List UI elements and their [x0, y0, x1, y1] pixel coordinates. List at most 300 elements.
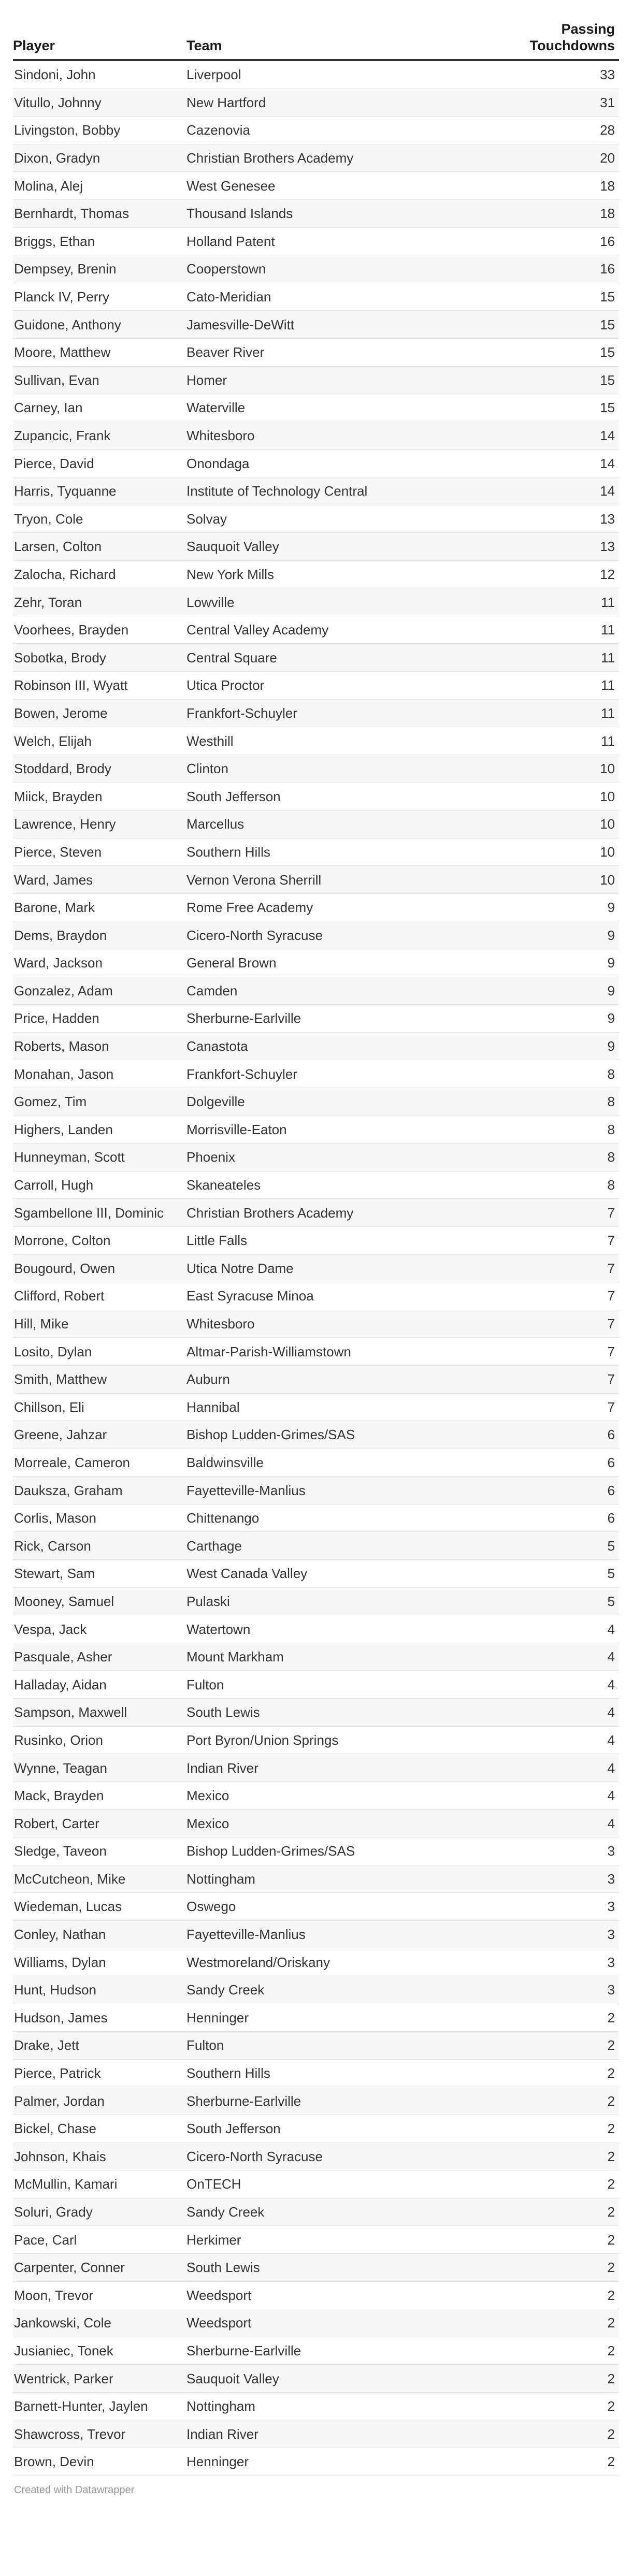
cell-player: Moon, Trevor [13, 2281, 186, 2309]
table-row [13, 1865, 619, 1893]
table-row [13, 505, 619, 533]
cell-player: Tryon, Cole [13, 505, 186, 533]
cell-player: Zehr, Toran [13, 588, 186, 616]
cell-passing-touchdowns: 18 [492, 199, 619, 227]
cell-team: Onondaga [186, 450, 492, 477]
table-row [13, 1032, 619, 1060]
table-row [13, 977, 619, 1005]
cell-team: West Genesee [186, 172, 492, 200]
table-row [13, 1393, 619, 1421]
cell-passing-touchdowns: 10 [492, 755, 619, 783]
cell-player: Rick, Carson [13, 1532, 186, 1560]
cell-player: Barone, Mark [13, 893, 186, 921]
cell-player: Palmer, Jordan [13, 2087, 186, 2115]
cell-player: Zalocha, Richard [13, 560, 186, 588]
cell-player: Monahan, Jason [13, 1060, 186, 1088]
cell-player: Robinson III, Wyatt [13, 672, 186, 700]
table-row [13, 2059, 619, 2087]
cell-player: Hunneyman, Scott [13, 1144, 186, 1171]
table-row [13, 255, 619, 283]
cell-passing-touchdowns: 2 [492, 2198, 619, 2226]
table-header [13, 0, 619, 60]
cell-passing-touchdowns: 2 [492, 2365, 619, 2393]
cell-passing-touchdowns: 3 [492, 1837, 619, 1865]
table-row [13, 1226, 619, 1254]
cell-passing-touchdowns: 8 [492, 1060, 619, 1088]
cell-team: Port Byron/Union Springs [186, 1726, 492, 1754]
table-row [13, 1671, 619, 1699]
table-row [13, 1310, 619, 1338]
table-row [13, 783, 619, 811]
cell-team: Lowville [186, 588, 492, 616]
cell-team: Carthage [186, 1532, 492, 1560]
cell-passing-touchdowns: 4 [492, 1726, 619, 1754]
table-row [13, 311, 619, 339]
table-row [13, 172, 619, 200]
table-row [13, 1477, 619, 1504]
cell-team: Pulaski [186, 1587, 492, 1615]
cell-player: Hudson, James [13, 2004, 186, 2032]
table-row [13, 1282, 619, 1310]
table-row [13, 283, 619, 311]
cell-team: Watertown [186, 1615, 492, 1643]
table-row [13, 1726, 619, 1754]
cell-passing-touchdowns: 15 [492, 394, 619, 422]
cell-player: Wynne, Teagan [13, 1754, 186, 1782]
table-row [13, 1587, 619, 1615]
cell-team: Whitesboro [186, 422, 492, 450]
cell-passing-touchdowns: 5 [492, 1532, 619, 1560]
cell-player: Robert, Carter [13, 1810, 186, 1837]
cell-player: Morrone, Colton [13, 1226, 186, 1254]
cell-team: Central Square [186, 644, 492, 672]
column-header-td-line1: Passing [561, 21, 615, 37]
cell-team: Waterville [186, 394, 492, 422]
cell-player: Hill, Mike [13, 1310, 186, 1338]
cell-passing-touchdowns: 13 [492, 505, 619, 533]
cell-team: Sherburne-Earlville [186, 2337, 492, 2365]
cell-passing-touchdowns: 8 [492, 1116, 619, 1144]
cell-player: Welch, Elijah [13, 727, 186, 755]
cell-team: Sandy Creek [186, 1976, 492, 2004]
table-row [13, 1005, 619, 1033]
table-row [13, 2170, 619, 2198]
cell-passing-touchdowns: 3 [492, 1920, 619, 1948]
cell-passing-touchdowns: 2 [492, 2115, 619, 2143]
cell-team: Nottingham [186, 2392, 492, 2420]
cell-player: Bickel, Chase [13, 2115, 186, 2143]
cell-player: Ward, James [13, 866, 186, 894]
cell-passing-touchdowns: 9 [492, 921, 619, 949]
table-row [13, 60, 619, 89]
cell-player: Briggs, Ethan [13, 227, 186, 255]
cell-team: South Lewis [186, 1699, 492, 1727]
cell-passing-touchdowns: 6 [492, 1421, 619, 1449]
table-row [13, 921, 619, 949]
cell-passing-touchdowns: 2 [492, 2032, 619, 2060]
cell-passing-touchdowns: 13 [492, 533, 619, 561]
table-row [13, 588, 619, 616]
cell-player: Losito, Dylan [13, 1338, 186, 1366]
table-row [13, 838, 619, 866]
cell-team: Utica Notre Dame [186, 1254, 492, 1282]
cell-team: Frankfort-Schuyler [186, 1060, 492, 1088]
table-row [13, 2143, 619, 2170]
cell-passing-touchdowns: 12 [492, 560, 619, 588]
table-row [13, 2337, 619, 2365]
table-row [13, 477, 619, 505]
cell-passing-touchdowns: 9 [492, 977, 619, 1005]
cell-team: Cicero-North Syracuse [186, 2143, 492, 2170]
cell-team: Southern Hills [186, 838, 492, 866]
cell-player: Wentrick, Parker [13, 2365, 186, 2393]
cell-passing-touchdowns: 3 [492, 1976, 619, 2004]
cell-passing-touchdowns: 15 [492, 366, 619, 394]
cell-team: Westhill [186, 727, 492, 755]
cell-passing-touchdowns: 2 [492, 2087, 619, 2115]
cell-passing-touchdowns: 4 [492, 1615, 619, 1643]
table-row [13, 1116, 619, 1144]
table-row [13, 755, 619, 783]
cell-passing-touchdowns: 16 [492, 227, 619, 255]
cell-passing-touchdowns: 20 [492, 144, 619, 172]
cell-passing-touchdowns: 9 [492, 1005, 619, 1033]
table-row [13, 1532, 619, 1560]
cell-passing-touchdowns: 9 [492, 1032, 619, 1060]
cell-player: Carpenter, Conner [13, 2253, 186, 2281]
cell-team: Liverpool [186, 60, 492, 89]
cell-player: Sullivan, Evan [13, 366, 186, 394]
cell-team: Central Valley Academy [186, 616, 492, 644]
cell-player: Zupancic, Frank [13, 422, 186, 450]
table-row [13, 1782, 619, 1810]
cell-team: Fayetteville-Manlius [186, 1477, 492, 1504]
cell-player: Bernhardt, Thomas [13, 199, 186, 227]
cell-passing-touchdowns: 14 [492, 450, 619, 477]
cell-player: Sgambellone III, Dominic [13, 1199, 186, 1227]
cell-player: Jankowski, Cole [13, 2309, 186, 2337]
cell-player: Brown, Devin [13, 2448, 186, 2476]
cell-passing-touchdowns: 7 [492, 1199, 619, 1227]
table-row [13, 2309, 619, 2337]
cell-player: Jusianiec, Tonek [13, 2337, 186, 2365]
cell-team: Bishop Ludden-Grimes/SAS [186, 1421, 492, 1449]
cell-passing-touchdowns: 11 [492, 699, 619, 727]
cell-passing-touchdowns: 3 [492, 1865, 619, 1893]
cell-passing-touchdowns: 18 [492, 172, 619, 200]
cell-player: Barnett-Hunter, Jaylen [13, 2392, 186, 2420]
cell-team: Herkimer [186, 2226, 492, 2254]
cell-team: Christian Brothers Academy [186, 144, 492, 172]
cell-player: Drake, Jett [13, 2032, 186, 2060]
cell-team: Mount Markham [186, 1643, 492, 1671]
cell-passing-touchdowns: 15 [492, 311, 619, 339]
passing-touchdowns-table [13, 0, 619, 2476]
cell-player: Sindoni, John [13, 60, 186, 89]
table-row [13, 2198, 619, 2226]
cell-team: OnTECH [186, 2170, 492, 2198]
cell-player: McMullin, Kamari [13, 2170, 186, 2198]
cell-player: Dempsey, Brenin [13, 255, 186, 283]
table-row [13, 1171, 619, 1199]
table-row [13, 2004, 619, 2032]
cell-passing-touchdowns: 11 [492, 588, 619, 616]
cell-player: Pasquale, Asher [13, 1643, 186, 1671]
column-header-team[interactable]: Team [186, 0, 492, 60]
cell-passing-touchdowns: 2 [492, 2309, 619, 2337]
cell-team: Vernon Verona Sherrill [186, 866, 492, 894]
cell-player: Rusinko, Orion [13, 1726, 186, 1754]
cell-team: Bishop Ludden-Grimes/SAS [186, 1837, 492, 1865]
cell-passing-touchdowns: 6 [492, 1504, 619, 1532]
cell-passing-touchdowns: 2 [492, 2448, 619, 2476]
cell-team: West Canada Valley [186, 1560, 492, 1588]
cell-player: Dauksza, Graham [13, 1477, 186, 1504]
table-row [13, 2226, 619, 2254]
cell-team: Cazenovia [186, 117, 492, 144]
cell-passing-touchdowns: 7 [492, 1282, 619, 1310]
table-row [13, 2392, 619, 2420]
cell-passing-touchdowns: 10 [492, 811, 619, 838]
cell-player: Morreale, Cameron [13, 1449, 186, 1477]
cell-team: Sandy Creek [186, 2198, 492, 2226]
table-row [13, 1504, 619, 1532]
cell-team: Marcellus [186, 811, 492, 838]
column-header-player[interactable]: Player [13, 0, 186, 60]
cell-team: Fayetteville-Manlius [186, 1920, 492, 1948]
cell-passing-touchdowns: 9 [492, 949, 619, 977]
cell-team: Cooperstown [186, 255, 492, 283]
cell-player: Gomez, Tim [13, 1088, 186, 1116]
cell-team: Skaneateles [186, 1171, 492, 1199]
cell-player: Vitullo, Johnny [13, 89, 186, 117]
table-row [13, 1810, 619, 1837]
cell-team: Fulton [186, 1671, 492, 1699]
table-row [13, 949, 619, 977]
cell-passing-touchdowns: 5 [492, 1560, 619, 1588]
cell-passing-touchdowns: 9 [492, 893, 619, 921]
table-row [13, 1754, 619, 1782]
cell-passing-touchdowns: 2 [492, 2226, 619, 2254]
cell-passing-touchdowns: 3 [492, 1893, 619, 1921]
table-row [13, 2420, 619, 2448]
cell-player: Mooney, Samuel [13, 1587, 186, 1615]
cell-team: Camden [186, 977, 492, 1005]
cell-team: Cato-Meridian [186, 283, 492, 311]
cell-team: Sauquoit Valley [186, 2365, 492, 2393]
cell-passing-touchdowns: 7 [492, 1338, 619, 1366]
table-row [13, 1338, 619, 1366]
cell-passing-touchdowns: 28 [492, 117, 619, 144]
table-row [13, 560, 619, 588]
table-row [13, 1920, 619, 1948]
cell-passing-touchdowns: 2 [492, 2170, 619, 2198]
cell-passing-touchdowns: 10 [492, 838, 619, 866]
table-row [13, 1643, 619, 1671]
table-row [13, 2281, 619, 2309]
cell-player: Greene, Jahzar [13, 1421, 186, 1449]
cell-team: Rome Free Academy [186, 893, 492, 921]
cell-player: Larsen, Colton [13, 533, 186, 561]
table-row [13, 644, 619, 672]
table-row [13, 2087, 619, 2115]
cell-team: Holland Patent [186, 227, 492, 255]
footer-credit: Created with Datawrapper [14, 2484, 135, 2496]
cell-team: Indian River [186, 2420, 492, 2448]
cell-passing-touchdowns: 5 [492, 1587, 619, 1615]
table-row [13, 1421, 619, 1449]
table-row [13, 811, 619, 838]
cell-player: Corlis, Mason [13, 1504, 186, 1532]
cell-player: Gonzalez, Adam [13, 977, 186, 1005]
cell-team: New Hartford [186, 89, 492, 117]
cell-passing-touchdowns: 3 [492, 1948, 619, 1976]
table-row [13, 893, 619, 921]
cell-player: Chillson, Eli [13, 1393, 186, 1421]
cell-team: Weedsport [186, 2309, 492, 2337]
cell-player: Dems, Braydon [13, 921, 186, 949]
table-row [13, 699, 619, 727]
cell-passing-touchdowns: 15 [492, 283, 619, 311]
cell-passing-touchdowns: 4 [492, 1671, 619, 1699]
table-row [13, 1893, 619, 1921]
cell-team: East Syracuse Minoa [186, 1282, 492, 1310]
table-row [13, 1199, 619, 1227]
cell-player: Smith, Matthew [13, 1365, 186, 1393]
cell-player: Conley, Nathan [13, 1920, 186, 1948]
cell-team: Henninger [186, 2004, 492, 2032]
cell-player: Pace, Carl [13, 2226, 186, 2254]
table-row [13, 1560, 619, 1588]
column-header-td-line2: Touchdowns [529, 38, 615, 53]
cell-team: Utica Proctor [186, 672, 492, 700]
cell-team: Chittenango [186, 1504, 492, 1532]
cell-passing-touchdowns: 11 [492, 644, 619, 672]
cell-team: Mexico [186, 1782, 492, 1810]
cell-passing-touchdowns: 2 [492, 2337, 619, 2365]
table-row [13, 1144, 619, 1171]
table-row [13, 1976, 619, 2004]
cell-team: Sauquoit Valley [186, 533, 492, 561]
cell-team: Fulton [186, 2032, 492, 2060]
cell-team: Oswego [186, 1893, 492, 1921]
cell-player: Sobotka, Brody [13, 644, 186, 672]
cell-passing-touchdowns: 6 [492, 1477, 619, 1504]
column-header-passing-touchdowns[interactable] [492, 0, 619, 60]
cell-team: Sherburne-Earlville [186, 2087, 492, 2115]
cell-passing-touchdowns: 10 [492, 783, 619, 811]
cell-passing-touchdowns: 6 [492, 1449, 619, 1477]
cell-player: Pierce, Steven [13, 838, 186, 866]
cell-team: Beaver River [186, 338, 492, 366]
cell-player: Clifford, Robert [13, 1282, 186, 1310]
cell-player: Williams, Dylan [13, 1948, 186, 1976]
cell-team: Dolgeville [186, 1088, 492, 1116]
cell-passing-touchdowns: 31 [492, 89, 619, 117]
cell-team: Indian River [186, 1754, 492, 1782]
cell-passing-touchdowns: 16 [492, 255, 619, 283]
cell-passing-touchdowns: 2 [492, 2281, 619, 2309]
cell-team: Weedsport [186, 2281, 492, 2309]
cell-player: Bowen, Jerome [13, 699, 186, 727]
cell-team: Cicero-North Syracuse [186, 921, 492, 949]
table-row [13, 2115, 619, 2143]
cell-passing-touchdowns: 11 [492, 672, 619, 700]
cell-passing-touchdowns: 7 [492, 1226, 619, 1254]
cell-player: Sampson, Maxwell [13, 1699, 186, 1727]
cell-passing-touchdowns: 7 [492, 1310, 619, 1338]
cell-player: Harris, Tyquanne [13, 477, 186, 505]
cell-team: South Lewis [186, 2253, 492, 2281]
table-row [13, 2448, 619, 2476]
table-row [13, 1365, 619, 1393]
cell-player: Highers, Landen [13, 1116, 186, 1144]
cell-team: Thousand Islands [186, 199, 492, 227]
cell-player: Guidone, Anthony [13, 311, 186, 339]
cell-team: Nottingham [186, 1865, 492, 1893]
cell-player: Miick, Brayden [13, 783, 186, 811]
table-row [13, 727, 619, 755]
cell-team: Christian Brothers Academy [186, 1199, 492, 1227]
cell-player: Hunt, Hudson [13, 1976, 186, 2004]
cell-team: Little Falls [186, 1226, 492, 1254]
table-row [13, 1449, 619, 1477]
table-row [13, 616, 619, 644]
cell-player: Shawcross, Trevor [13, 2420, 186, 2448]
cell-passing-touchdowns: 10 [492, 866, 619, 894]
cell-player: Carney, Ian [13, 394, 186, 422]
cell-passing-touchdowns: 8 [492, 1171, 619, 1199]
cell-player: Price, Hadden [13, 1005, 186, 1033]
table-row [13, 1088, 619, 1116]
cell-team: Altmar-Parish-Williamstown [186, 1338, 492, 1366]
cell-player: Sledge, Taveon [13, 1837, 186, 1865]
cell-passing-touchdowns: 4 [492, 1782, 619, 1810]
cell-player: Vespa, Jack [13, 1615, 186, 1643]
cell-player: Roberts, Mason [13, 1032, 186, 1060]
table-row [13, 1699, 619, 1727]
cell-team: Whitesboro [186, 1310, 492, 1338]
table-row [13, 672, 619, 700]
cell-team: Henninger [186, 2448, 492, 2476]
cell-team: Homer [186, 366, 492, 394]
cell-team: Auburn [186, 1365, 492, 1393]
cell-passing-touchdowns: 14 [492, 477, 619, 505]
cell-passing-touchdowns: 33 [492, 60, 619, 89]
table-row [13, 89, 619, 117]
cell-player: Halladay, Aidan [13, 1671, 186, 1699]
table-row [13, 1948, 619, 1976]
cell-player: Wiedeman, Lucas [13, 1893, 186, 1921]
cell-player: Livingston, Bobby [13, 117, 186, 144]
table-row [13, 366, 619, 394]
table-row [13, 1615, 619, 1643]
cell-passing-touchdowns: 2 [492, 2253, 619, 2281]
cell-player: Lawrence, Henry [13, 811, 186, 838]
table-row [13, 144, 619, 172]
cell-player: Pierce, Patrick [13, 2059, 186, 2087]
cell-team: General Brown [186, 949, 492, 977]
cell-passing-touchdowns: 4 [492, 1699, 619, 1727]
cell-passing-touchdowns: 4 [492, 1754, 619, 1782]
cell-team: Westmoreland/Oriskany [186, 1948, 492, 1976]
cell-team: Sherburne-Earlville [186, 1005, 492, 1033]
cell-passing-touchdowns: 7 [492, 1254, 619, 1282]
cell-player: Moore, Matthew [13, 338, 186, 366]
cell-team: Canastota [186, 1032, 492, 1060]
table-row [13, 117, 619, 144]
cell-team: Clinton [186, 755, 492, 783]
